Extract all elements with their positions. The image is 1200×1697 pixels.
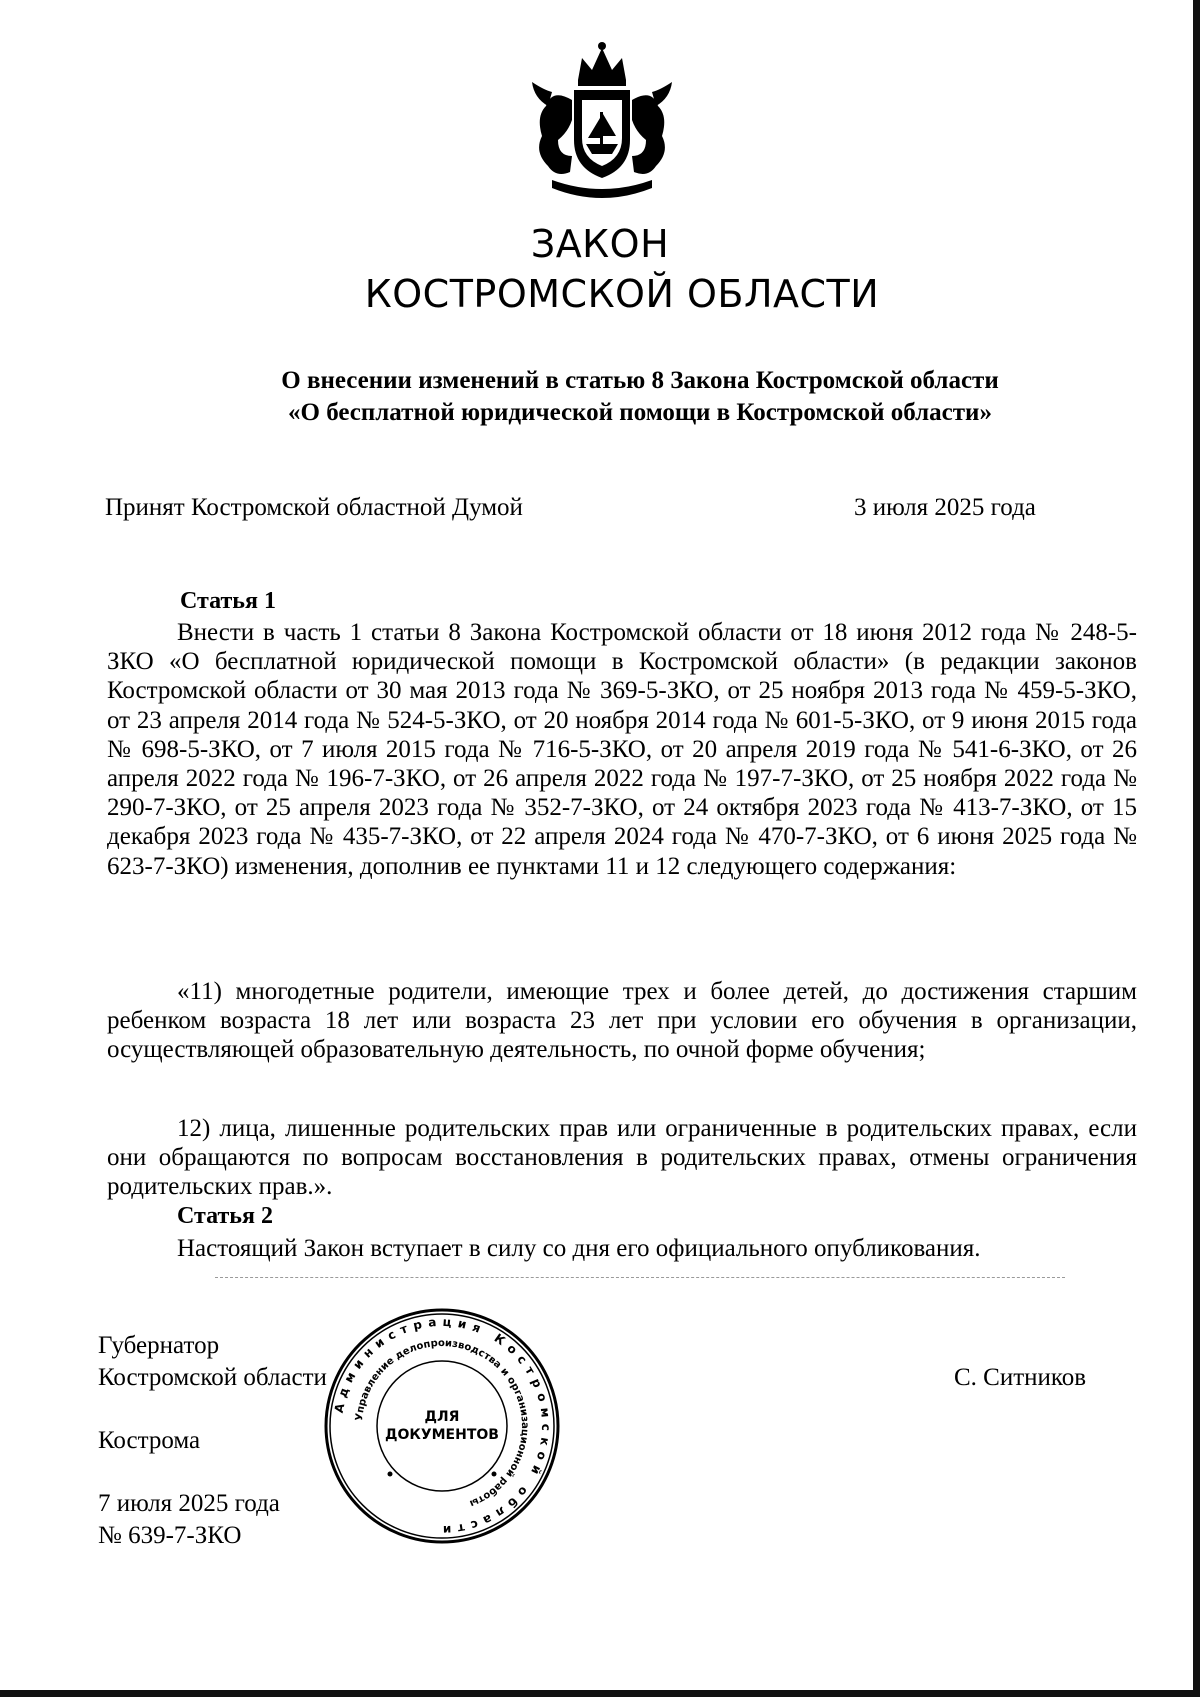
article-2-paragraph-1 (107, 1234, 1087, 1263)
stamp-inner-text: Управление делопроизводства и организационной работы (354, 1337, 531, 1509)
governor-position: Губернатор (98, 1332, 220, 1359)
paragraph-text: «11) многодетные родители, имеющие трех и более детей, до достижения старшим ребенком возраста 18 лет или возраста 23 лет при условии его обучения в организации, осуществляющей образовательную деятельность, по очной форме обучения; (107, 978, 1137, 1064)
article-2-heading: Статья 2 (177, 1203, 273, 1229)
scan-border-right (1193, 0, 1200, 1697)
article-1-paragraph-1 (107, 618, 1137, 881)
signing-city: Кострома (98, 1427, 201, 1454)
law-region: КОСТРОМСКОЙ ОБЛАСТИ (364, 272, 880, 316)
governor-name: С. Ситников (954, 1364, 1087, 1391)
paragraph-text: Внести в часть 1 статьи 8 Закона Костромской области от 18 июня 2012 года № 248-5-ЗКО «О бесплатной юридической помощи в Костромской области» (в редакции законов Костромской области от 30 мая 2013 года № 369-5-ЗКО, от 25 ноября 2013 года № 459-5-ЗКО, от 23 апреля 2014 года № 524-5-ЗКО, от 20 ноября 2014 года № 601-5-ЗКО, от 9 июня 2015 года № 698-5-ЗКО, от 7 июля 2015 года № 716-5-ЗКО, от 20 апреля 2019 года № 541-6-ЗКО, от 26 апреля 2022 года № 196-7-ЗКО, от 26 апреля 2022 года № 197-7-ЗКО, от 25 ноября 2022 года № 290-7-ЗКО, от 25 апреля 2023 года № 352-7-ЗКО, от 24 октября 2023 года № 413-7-ЗКО, от 15 декабря 2023 года № 435-7-ЗКО, от 22 апреля 2024 года № 470-7-ЗКО, от 6 июня 2025 года № 623-7-ЗКО) изменения, дополнив ее пунктами 11 и 12 следующего содержания: (107, 619, 1137, 880)
paragraph-text: Настоящий Закон вступает в силу со дня его официального опубликования. (177, 1235, 981, 1262)
stamp-inner-ring (377, 1361, 507, 1491)
scan-border-bottom (0, 1690, 1200, 1697)
article-1-heading: Статья 1 (180, 588, 276, 614)
adoption-body: Принят Костромской областной Думой (105, 494, 523, 521)
adoption-date: 3 июля 2025 года (854, 494, 1036, 521)
official-stamp (322, 1306, 562, 1546)
stamp-outer-text: Администрация Костромской области (331, 1314, 554, 1538)
stamp-center-line2: ДОКУМЕНТОВ (385, 1427, 499, 1443)
signing-date: 7 июля 2025 года (98, 1490, 280, 1517)
governor-region: Костромской области (98, 1364, 327, 1391)
article-1-paragraph-2 (107, 977, 1137, 1065)
law-subtitle-line1: О внесении изменений в статью 8 Закона Костромской области (281, 367, 999, 394)
law-subtitle-line2: «О бесплатной юридической помощи в Костромской области» (288, 399, 992, 426)
law-number: № 639-7-ЗКО (98, 1522, 242, 1549)
coat-of-arms-icon (522, 40, 682, 210)
article-1-paragraph-3 (107, 1114, 1137, 1202)
stamp-center-line1: ДЛЯ (424, 1409, 460, 1425)
signing-info (98, 1488, 280, 1552)
law-title: ЗАКОН (530, 222, 670, 266)
paragraph-text: 12) лица, лишенные родительских прав или ограниченные в родительских правах, если они обращаются по вопросам восстановления в родительских правах, отмены ограничения родительских прав.». (107, 1115, 1137, 1201)
end-of-text-line (215, 1277, 1065, 1278)
governor-title (98, 1330, 327, 1394)
